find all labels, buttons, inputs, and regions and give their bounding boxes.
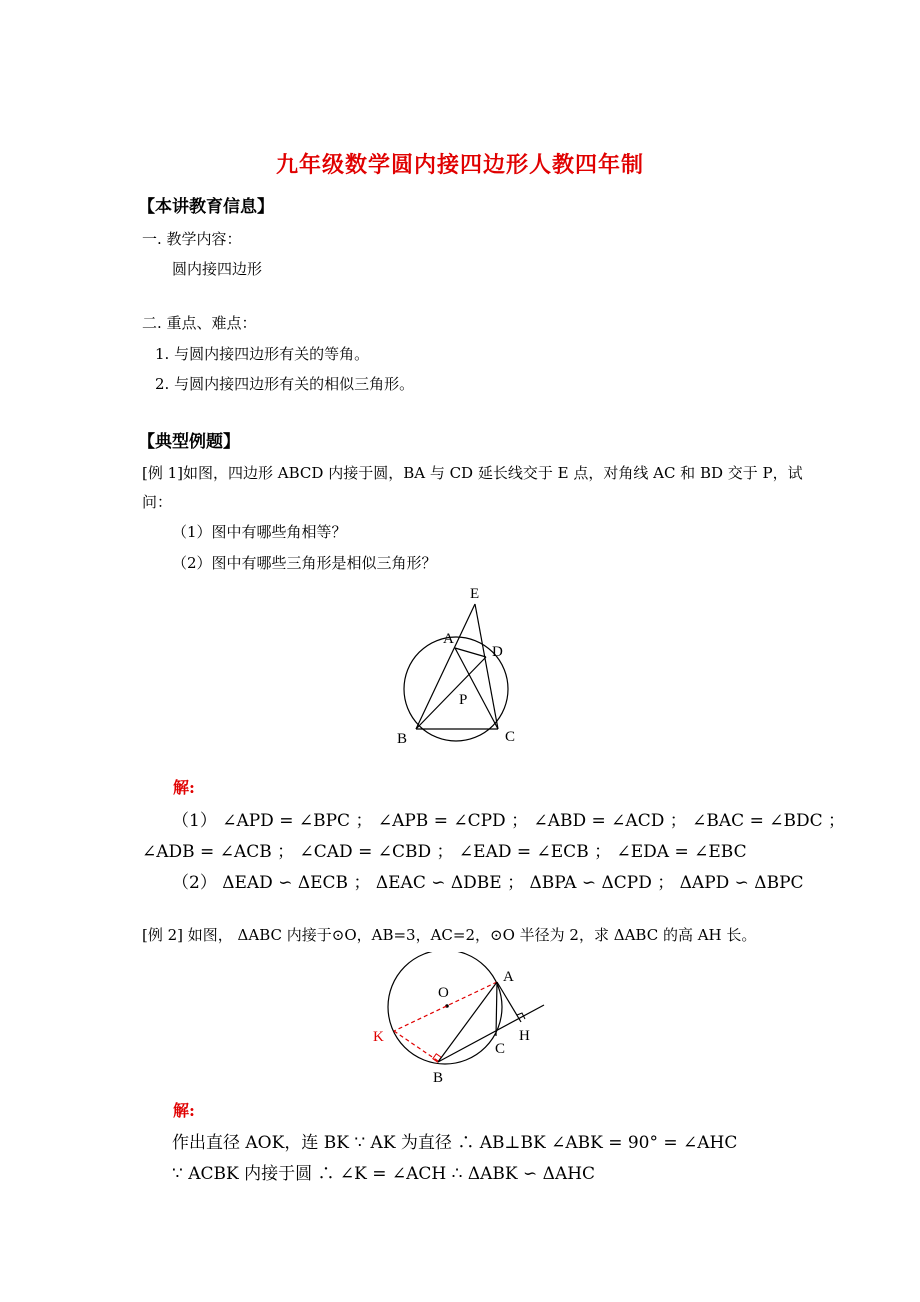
example1-answer1-line1: （1） ∠APD = ∠BPC ； ∠APB = ∠CPD ； ∠ABD = ∠ACD ； ∠BAC = ∠BDC ；	[172, 811, 845, 831]
example1-text-line2: 问：	[142, 493, 173, 511]
segment-BE	[416, 604, 475, 729]
altitude-AH	[497, 982, 521, 1022]
label-K: K	[373, 1029, 384, 1045]
example1-answer2: （2） ΔEAD ∽ ΔECB ； ΔEAC ∽ ΔDBE ； ΔBPA ∽ ΔCPD ； ΔAPD ∽ ΔBPC	[172, 873, 804, 893]
example1-solution-label: 解:	[173, 778, 195, 797]
label-E: E	[470, 586, 480, 602]
label-A: A	[503, 969, 514, 985]
label-D: D	[492, 644, 503, 660]
example2-solution-line1: 作出直径 AOK，连 BK ∵ AK 为直径 ∴ AB⊥BK ∠ABK = 90° = ∠AHC	[172, 1133, 738, 1153]
key-point-2: 2. 与圆内接四边形有关的相似三角形。	[155, 375, 415, 393]
segment-AC	[496, 982, 497, 1036]
example2-text-line1: [例 2] 如图， ΔABC 内接于⊙O，AB=3，AC=2，⊙O 半径为 2，求 ΔABC 的高 AH 长。	[142, 926, 757, 944]
example1-answer1-line2: ∠ADB = ∠ACB ； ∠CAD = ∠CBD ； ∠EAD = ∠ECB ； ∠EDA = ∠EBC	[142, 842, 747, 862]
label-P: P	[459, 692, 468, 708]
label-B: B	[397, 731, 408, 747]
item1-content: 圆内接四边形	[172, 260, 263, 278]
item2-label: 二. 重点、难点：	[142, 314, 257, 332]
segment-CE	[475, 604, 498, 729]
segment-BD	[416, 657, 486, 729]
example1-question2: （2）图中有哪些三角形是相似三角形？	[172, 554, 437, 572]
label-O: O	[438, 985, 449, 1001]
label-H: H	[519, 1028, 530, 1044]
label-A: A	[443, 631, 454, 647]
label-C: C	[505, 729, 516, 745]
example2-solution-line2: ∵ ACBK 内接于圆 ∴ ∠K = ∠ACH ∴ ΔABK ∽ ΔAHC	[172, 1164, 596, 1184]
example2-figure	[360, 952, 560, 1092]
example1-text-line1: [例 1]如图，四边形 ABCD 内接于圆，BA 与 CD 延长线交于 E 点，对角线 AC 和 BD 交于 P，试	[142, 464, 803, 482]
example1-figure	[380, 578, 540, 758]
segment-AC	[455, 648, 498, 729]
label-B: B	[433, 1070, 444, 1086]
page-title: 九年级数学圆内接四边形人教四年制	[275, 152, 644, 178]
item1-label: 一. 教学内容：	[142, 230, 242, 248]
section-heading-examples: 【典型例题】	[138, 432, 240, 452]
section-heading-info: 【本讲教育信息】	[138, 197, 274, 217]
example1-question1: （1）图中有哪些角相等？	[172, 523, 347, 541]
circle-O	[388, 952, 502, 1064]
example2-solution-label: 解:	[173, 1101, 195, 1120]
key-point-1: 1. 与圆内接四边形有关的等角。	[155, 345, 370, 363]
label-C: C	[495, 1041, 506, 1057]
